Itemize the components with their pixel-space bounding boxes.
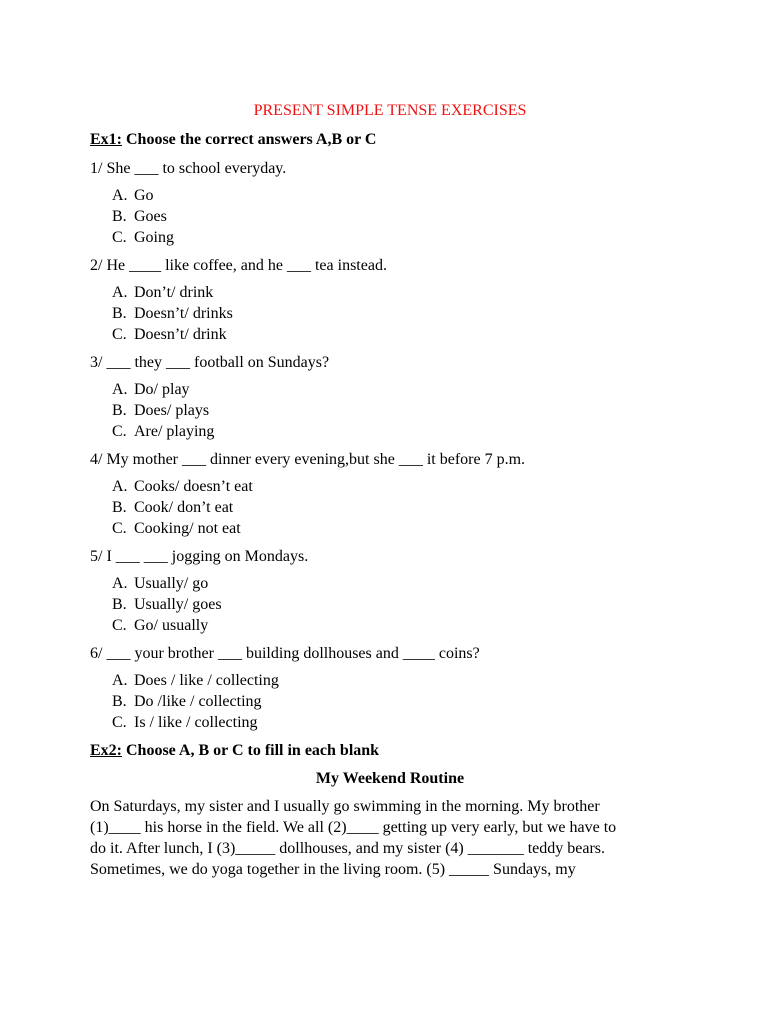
option-letter: B. — [112, 402, 127, 419]
option-c — [90, 615, 690, 636]
option-letter: C. — [112, 520, 127, 537]
ex2-instruction: Choose A, B or C to fill in each blank — [122, 742, 380, 759]
option-c — [90, 324, 690, 345]
option-c — [90, 712, 690, 733]
worksheet-page — [90, 100, 690, 880]
option-letter: C. — [112, 714, 127, 731]
question-4-options — [90, 476, 690, 539]
option-a — [90, 185, 690, 206]
ex2-heading — [90, 740, 690, 762]
option-a — [90, 379, 690, 400]
option-text: Go — [134, 187, 154, 204]
option-text: Cooking/ not eat — [134, 520, 241, 537]
option-letter: A. — [112, 672, 128, 689]
option-text: Are/ playing — [134, 423, 215, 440]
option-b — [90, 206, 690, 227]
option-letter: A. — [112, 381, 128, 398]
option-text: Is / like / collecting — [134, 714, 258, 731]
option-letter: B. — [112, 596, 127, 613]
option-b — [90, 400, 690, 421]
option-text: Doesn’t/ drink — [134, 326, 227, 343]
option-c — [90, 421, 690, 442]
option-text: Do /like / collecting — [134, 693, 262, 710]
option-letter: B. — [112, 305, 127, 322]
question-2: 2/ He ____ like coffee, and he ___ tea instead. — [90, 257, 387, 274]
option-letter: C. — [112, 617, 127, 634]
option-letter: C. — [112, 229, 127, 246]
option-text: Usually/ goes — [134, 596, 222, 613]
question-1: 1/ She ___ to school everyday. — [90, 160, 287, 177]
passage-line: do it. After lunch, I (3)_____ dollhouses, and my sister (4) _______ teddy bears. — [90, 840, 606, 857]
question-6-options — [90, 670, 690, 733]
question-5: 5/ I ___ ___ jogging on Mondays. — [90, 548, 309, 565]
option-a — [90, 670, 690, 691]
option-a — [90, 476, 690, 497]
passage-line: On Saturdays, my sister and I usually go swimming in the morning. My brother — [90, 798, 600, 815]
option-text: Goes — [134, 208, 167, 225]
ex1-tag: Ex1: — [90, 131, 122, 148]
option-text: Cooks/ doesn’t eat — [134, 478, 253, 495]
passage-line: (1)____ his horse in the field. We all (2)____ getting up very early, but we have to — [90, 819, 617, 836]
option-letter: C. — [112, 423, 127, 440]
ex1-instruction: Choose the correct answers A,B or C — [122, 131, 377, 148]
option-b — [90, 691, 690, 712]
option-letter: C. — [112, 326, 127, 343]
option-letter: B. — [112, 208, 127, 225]
passage-text — [90, 796, 680, 880]
option-text: Do/ play — [134, 381, 190, 398]
option-letter: A. — [112, 284, 128, 301]
question-5-options — [90, 573, 690, 636]
option-text: Usually/ go — [134, 575, 209, 592]
option-b — [90, 594, 690, 615]
option-letter: B. — [112, 499, 127, 516]
option-letter: A. — [112, 478, 128, 495]
option-text: Go/ usually — [134, 617, 209, 634]
ex2-tag: Ex2: — [90, 742, 122, 759]
question-6: 6/ ___ your brother ___ building dollhouses and ____ coins? — [90, 645, 480, 662]
worksheet-title: PRESENT SIMPLE TENSE EXERCISES — [253, 102, 527, 119]
question-1-options — [90, 185, 690, 248]
option-text: Cook/ don’t eat — [134, 499, 234, 516]
passage-title: My Weekend Routine — [315, 770, 465, 787]
option-text: Don’t/ drink — [134, 284, 214, 301]
question-3-options — [90, 379, 690, 442]
option-b — [90, 497, 690, 518]
option-text: Doesn’t/ drinks — [134, 305, 233, 322]
option-letter: A. — [112, 575, 128, 592]
passage-line: Sometimes, we do yoga together in the living room. (5) _____ Sundays, my — [90, 861, 576, 878]
question-4: 4/ My mother ___ dinner every evening,but she ___ it before 7 p.m. — [90, 451, 526, 468]
ex1-heading — [90, 129, 690, 151]
question-2-options — [90, 282, 690, 345]
option-letter: B. — [112, 693, 127, 710]
option-c — [90, 227, 690, 248]
option-text: Does/ plays — [134, 402, 210, 419]
option-letter: A. — [112, 187, 128, 204]
option-c — [90, 518, 690, 539]
option-text: Does / like / collecting — [134, 672, 279, 689]
option-a — [90, 282, 690, 303]
option-a — [90, 573, 690, 594]
option-text: Going — [134, 229, 174, 246]
option-b — [90, 303, 690, 324]
question-3: 3/ ___ they ___ football on Sundays? — [90, 354, 330, 371]
